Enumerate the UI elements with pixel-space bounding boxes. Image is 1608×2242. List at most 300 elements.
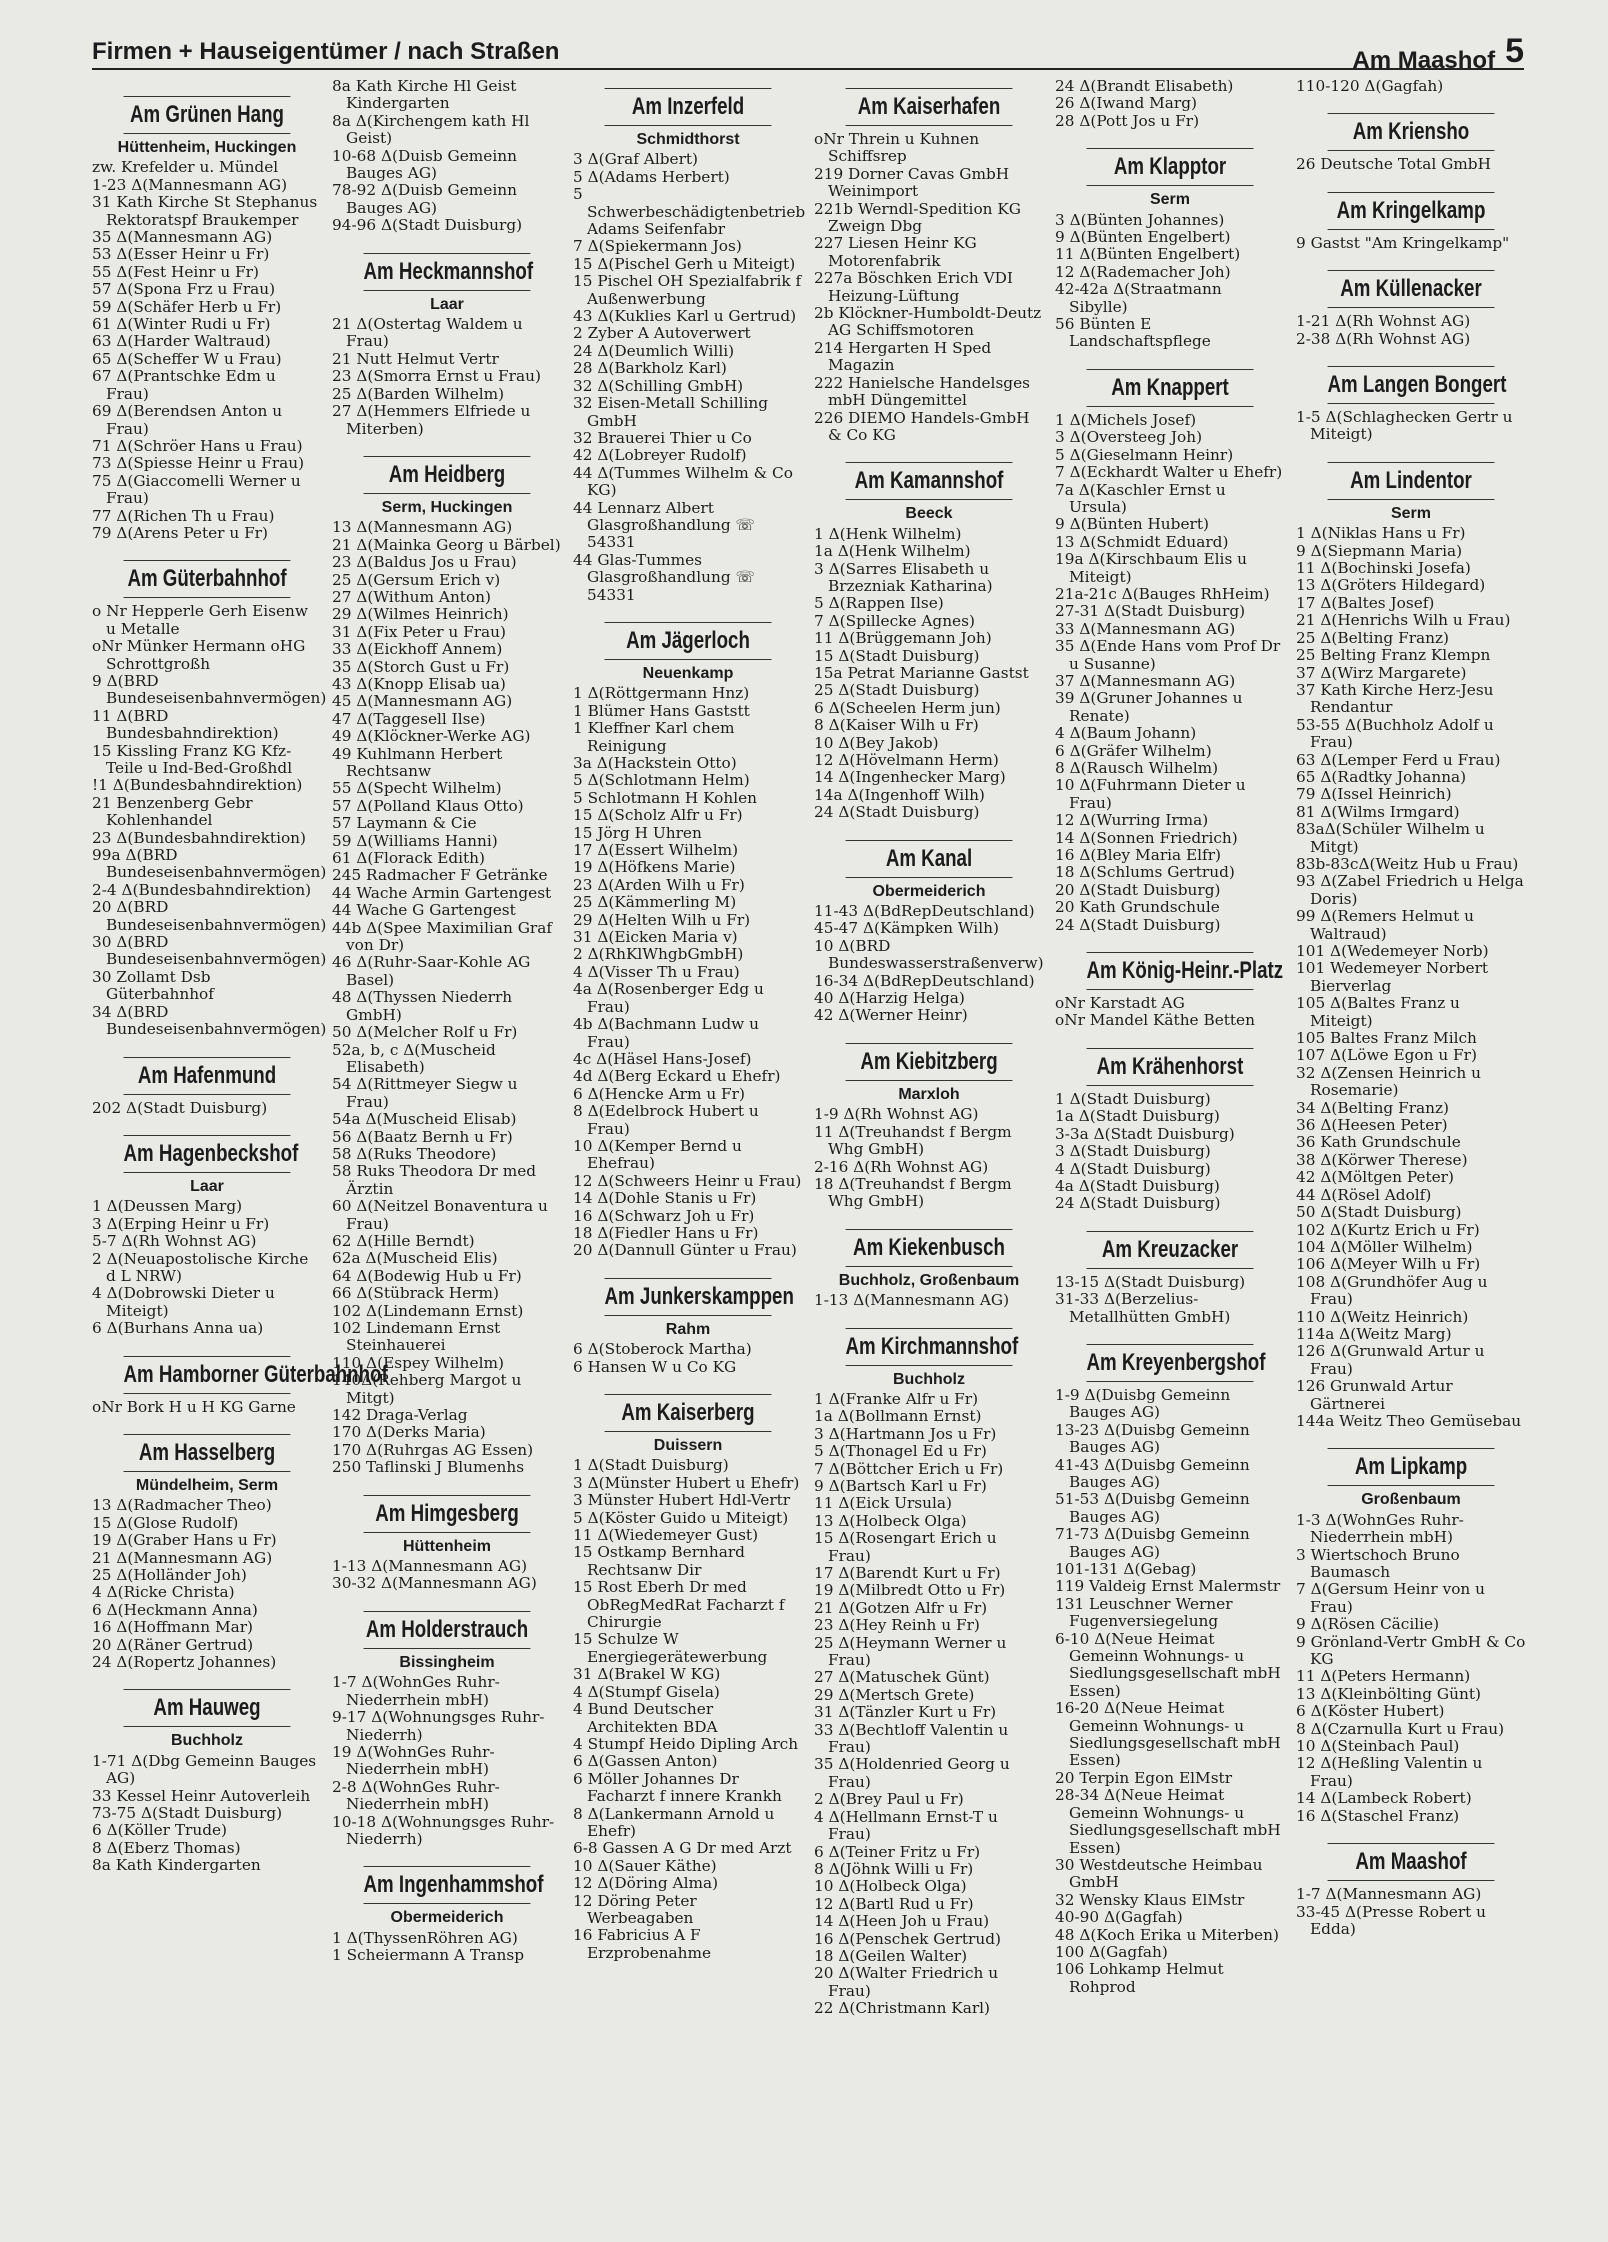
address-entry: 2b Klöckner-Humboldt-Deutz AG Schiffsmotoren xyxy=(814,304,1042,340)
address-entry: 66 Δ(Stübrack Herm) xyxy=(332,1284,499,1303)
district-label: Buchholz, Großenbaum xyxy=(838,1271,1020,1289)
street-section xyxy=(332,78,562,235)
address-entry: 7 Δ(Eckhardt Walter u Ehefr) xyxy=(1055,463,1283,482)
address-entry: 29 Δ(Mertsch Grete) xyxy=(814,1685,975,1704)
address-entry: 221b Werndl-Spedition KG Zweign Dbg xyxy=(814,199,1022,236)
street-heading: Am Ingenhammshof xyxy=(364,1866,531,1904)
address-entry: 110-120 Δ(Gagfah) xyxy=(1296,77,1444,95)
street-heading: Am Himgesberg xyxy=(364,1495,531,1533)
address-entry: 1 Δ(Röttgermann Hnz) xyxy=(573,684,750,703)
street-heading: Am Kriensho xyxy=(1328,113,1495,151)
street-section xyxy=(1296,78,1526,95)
address-entry: 25 Δ(Belting Franz) xyxy=(1296,628,1449,647)
address-entry: 47 Δ(Taggesell Ilse) xyxy=(332,709,486,728)
address-entry: 7 Δ(Böttcher Erich u Fr) xyxy=(814,1459,1004,1478)
column-1 xyxy=(92,78,388,2228)
street-heading: Am Kringelkamp xyxy=(1328,192,1495,230)
street-section xyxy=(814,1229,1044,1310)
address-entry: 1 Δ(Deussen Marg) xyxy=(92,1197,243,1216)
address-entry: 5 Schlotmann H Kohlen xyxy=(573,788,758,807)
address-entry: 15 Δ(Pischel Gerh u Miteigt) xyxy=(573,254,796,273)
street-section xyxy=(1055,952,1285,1030)
address-entry: 5 Δ(Adams Herbert) xyxy=(573,167,730,186)
address-entry: 8 Δ(Rausch Wilhelm) xyxy=(1055,759,1219,777)
address-entry: 83b-83cΔ(Weitz Hub u Frau) xyxy=(1296,854,1519,873)
address-entry: 53-55 Δ(Buchholz Adolf u Frau) xyxy=(1296,715,1494,752)
district-label: Hüttenheim, Huckingen xyxy=(117,139,297,156)
header-title: Firmen + Hauseigentümer / nach Straßen xyxy=(92,38,560,65)
address-entry: 23 Δ(Baldus Jos u Frau) xyxy=(332,553,517,572)
street-heading: Am Kanal xyxy=(846,840,1013,878)
address-entry: 31 Δ(Tänzler Kurt u Fr) xyxy=(814,1703,997,1722)
address-entry: 1-7 Δ(WohnGes Ruhr-Niederrhein mbH) xyxy=(332,1673,500,1709)
address-entry: 11 Δ(BRD Bundesbahndirektion) xyxy=(92,706,279,743)
address-entry: 1 Δ(Franke Alfr u Fr) xyxy=(814,1389,979,1408)
address-entry: 1a Δ(Henk Wilhelm) xyxy=(814,542,971,561)
address-entry: 4 Δ(Stumpf Gisela) xyxy=(573,1682,720,1701)
address-entry: 55 Δ(Fest Heinr u Fr) xyxy=(92,262,259,281)
address-entry: 24 Δ(Stadt Duisburg) xyxy=(814,803,980,822)
district-label: Laar xyxy=(430,295,464,313)
street-heading: Am Kiekenbusch xyxy=(846,1229,1013,1267)
address-entry: 3 Δ(Graf Albert) xyxy=(573,150,698,169)
address-entry: 23 Δ(Smorra Ernst u Frau) xyxy=(332,367,541,386)
address-entry: 15 Kissling Franz KG Kfz-Teile u Ind-Bed-Großhdl xyxy=(92,741,293,777)
district-label: Neuenkamp xyxy=(642,664,734,682)
address-entry: 19 Δ(Höfkens Marie) xyxy=(573,858,736,877)
address-entry: 35 Δ(Holdenried Georg u Frau) xyxy=(814,1755,1010,1791)
address-entry: 44 Wache Armin Gartengest xyxy=(332,883,552,902)
district-label: Marxloh xyxy=(898,1085,960,1103)
address-entry: 56 Δ(Baatz Bernh u Fr) xyxy=(332,1127,513,1146)
address-entry: 19 Δ(Graber Hans u Fr) xyxy=(92,1531,277,1550)
street-heading: Am Hafenmund xyxy=(124,1057,291,1095)
address-entry: 100 Δ(Gagfah) xyxy=(1055,1942,1168,1961)
address-entry: 1 Δ(Henk Wilhelm) xyxy=(814,524,962,543)
district-label: Serm xyxy=(1149,191,1191,209)
address-entry: 12 Δ(Schweers Heinr u Frau) xyxy=(573,1171,802,1190)
district-label: Serm xyxy=(1390,504,1432,522)
address-entry: 53 Δ(Esser Heinr u Fr) xyxy=(92,245,270,264)
address-entry: 2 Δ(Neuapostolische Kirche d L NRW) xyxy=(92,1249,309,1285)
address-entry: 13-15 Δ(Stadt Duisburg) xyxy=(1055,1272,1246,1291)
address-entry: 4 Δ(Ricke Christa) xyxy=(92,1583,235,1602)
address-entry: 227 Liesen Heinr KG Motorenfabrik xyxy=(814,234,977,270)
address-entry: 14 Δ(Lambeck Robert) xyxy=(1296,1789,1472,1808)
address-entry: 10 Δ(Kemper Bernd u Ehefrau) xyxy=(573,1136,742,1173)
address-entry: 26 Δ(Iwand Marg) xyxy=(1055,94,1197,113)
address-entry: 126 Grunwald Artur Gärtnerei xyxy=(1296,1377,1453,1413)
address-entry: 3 Δ(Oversteeg Joh) xyxy=(1055,428,1203,447)
address-entry: 99 Δ(Remers Helmut u Waltraud) xyxy=(1296,907,1474,943)
street-section xyxy=(1296,462,1526,1431)
address-entry: 13 Δ(Holbeck Olga) xyxy=(814,1511,967,1530)
address-entry: 8 Δ(Eberz Thomas) xyxy=(92,1838,241,1857)
address-entry: 48 Δ(Koch Erika u Miterben) xyxy=(1055,1925,1279,1944)
district-label: Buchholz xyxy=(171,1732,243,1750)
address-entry: 5-7 Δ(Rh Wohnst AG) xyxy=(92,1232,257,1251)
street-heading: Am Lipkamp xyxy=(1328,1448,1495,1486)
address-entry: 6-8 Gassen A G Dr med Arzt xyxy=(573,1839,792,1858)
street-section xyxy=(1296,113,1526,173)
address-entry: 17 Δ(Baltes Josef) xyxy=(1296,593,1435,612)
address-entry: 21 Δ(Henrichs Wilh u Frau) xyxy=(1296,611,1511,630)
address-entry: 44 Δ(Rösel Adolf) xyxy=(1296,1185,1432,1204)
address-entry: oNr Mandel Käthe Betten xyxy=(1055,1011,1255,1030)
street-section xyxy=(814,88,1044,444)
address-entry: 24 Δ(Stadt Duisburg) xyxy=(1055,915,1221,934)
address-entry: 21 Δ(Mannesmann AG) xyxy=(92,1548,273,1567)
address-entry: 4 Δ(Stadt Duisburg) xyxy=(1055,1159,1211,1178)
address-entry: 64 Δ(Bodewig Hub u Fr) xyxy=(332,1266,522,1285)
address-entry: 25 Δ(Kämmerling M) xyxy=(573,893,737,912)
street-section xyxy=(573,622,803,1260)
street-heading: Am Hamborner Güterbahnhof xyxy=(124,1356,291,1394)
address-entry: 24 Δ(Deumlich Willi) xyxy=(573,341,735,360)
address-entry: 5 Schwerbeschädigtenbetrieb Adams Seifenfabr xyxy=(573,185,806,239)
address-entry: 12 Δ(Döring Alma) xyxy=(573,1874,719,1893)
address-entry: 11 Δ(Brüggemann Joh) xyxy=(814,629,992,648)
address-entry: 24 Δ(Brandt Elisabeth) xyxy=(1055,77,1234,95)
address-entry: 101 Wedemeyer Norbert Bierverlag xyxy=(1296,959,1489,995)
address-entry: 110 Δ(Espey Wilhelm) xyxy=(332,1353,504,1372)
street-heading: Am Heidberg xyxy=(364,456,531,494)
address-entry: 6 Hansen W u Co KG xyxy=(573,1357,737,1376)
address-entry: 19 Δ(WohnGes Ruhr-Niederrhein mbH) xyxy=(332,1742,495,1779)
street-section xyxy=(92,1057,322,1117)
street-heading: Am Kaiserberg xyxy=(605,1394,772,1432)
address-entry: 8 Δ(Jöhnk Willi u Fr) xyxy=(814,1859,974,1878)
address-entry: 2 Δ(RhKlWhgbGmbH) xyxy=(573,945,744,964)
address-entry: 10 Δ(Bey Jakob) xyxy=(814,733,939,752)
address-entry: 15 Ostkamp Bernhard Rechtsanw Dir xyxy=(573,1543,745,1579)
address-entry: 75 Δ(Giaccomelli Werner u Frau) xyxy=(92,471,301,508)
address-entry: 16-20 Δ(Neue Heimat Gemeinn Wohnungs- u Siedlungsgesellschaft mbH Essen) xyxy=(1055,1699,1281,1770)
street-heading: Am Kaiserhafen xyxy=(846,88,1013,126)
address-entry: 25 Belting Franz Klempn xyxy=(1296,646,1491,665)
address-entry: 5 Δ(Köster Guido u Miteigt) xyxy=(573,1508,789,1527)
address-entry: 1 Δ(Michels Josef) xyxy=(1055,410,1197,429)
street-section xyxy=(1296,192,1526,252)
address-entry: 71 Δ(Schröer Hans u Frau) xyxy=(92,436,303,455)
address-entry: 32 Wensky Klaus ElMstr xyxy=(1055,1890,1245,1909)
address-entry: 56 Bünten E Landschaftspflege xyxy=(1055,315,1211,351)
address-entry: 7 Δ(Spiekermann Jos) xyxy=(573,237,742,256)
address-entry: 57 Laymann & Cie xyxy=(332,814,477,833)
address-entry: 12 Δ(Wurring Irma) xyxy=(1055,811,1209,830)
address-entry: 73-75 Δ(Stadt Duisburg) xyxy=(92,1804,283,1823)
address-entry: 5 Δ(Thonagel Ed u Fr) xyxy=(814,1442,987,1461)
address-entry: 13 Δ(Mannesmann AG) xyxy=(332,518,513,537)
address-entry: 11 Δ(Eick Ursula) xyxy=(814,1494,952,1513)
district-label: Beeck xyxy=(905,505,953,523)
street-section xyxy=(92,1356,388,1416)
address-entry: 13 Δ(Schmidt Eduard) xyxy=(1055,532,1229,551)
address-entry: 79 Δ(Arens Peter u Fr) xyxy=(92,523,268,542)
address-entry: 31 Kath Kirche St Stephanus Rektoratspf Braukemper xyxy=(92,193,318,229)
address-entry: 31 Δ(Eicken Maria v) xyxy=(573,928,738,947)
district-label: Laar xyxy=(190,1177,224,1195)
address-entry: 38 Δ(Körwer Therese) xyxy=(1296,1150,1468,1169)
address-entry: 25 Δ(Holländer Joh) xyxy=(92,1566,247,1584)
address-entry: 12 Δ(Rademacher Joh) xyxy=(1055,262,1231,281)
address-entry: 69 Δ(Berendsen Anton u Frau) xyxy=(92,402,283,438)
address-entry: oNr Threin u Kuhnen Schiffsrep xyxy=(814,130,980,166)
address-entry: 126 Δ(Grunwald Artur u Frau) xyxy=(1296,1342,1485,1378)
street-section xyxy=(92,1135,322,1338)
street-section xyxy=(92,1434,322,1671)
address-entry: 14 Δ(Sonnen Friedrich) xyxy=(1055,828,1238,847)
address-entry: 9 Grönland-Vertr GmbH & Co KG xyxy=(1296,1632,1526,1669)
street-section xyxy=(92,560,327,1039)
address-entry: 21 Δ(Ostertag Waldem u Frau) xyxy=(332,315,523,351)
street-section xyxy=(1055,1048,1285,1213)
address-entry: 12 Döring Peter Werbeagaben xyxy=(573,1891,697,1927)
address-entry: 131 Leuschner Werner Fugenversiegelung xyxy=(1055,1594,1233,1631)
address-entry: 54a Δ(Muscheid Elisab) xyxy=(332,1110,517,1129)
street-section xyxy=(332,1495,562,1593)
address-entry: 23 Δ(Hey Reinh u Fr) xyxy=(814,1616,980,1635)
address-entry: 43 Δ(Knopp Elisab ua) xyxy=(332,674,506,693)
district-label: Schmidthorst xyxy=(636,131,740,148)
address-entry: 8 Δ(Edelbrock Hubert u Frau) xyxy=(573,1102,759,1138)
address-entry: 63 Δ(Harder Waltraud) xyxy=(92,332,271,351)
address-entry: 59 Δ(Williams Hanni) xyxy=(332,831,498,850)
address-entry: 7 Δ(Gersum Heinr von u Frau) xyxy=(1296,1580,1485,1616)
address-entry: 6 Δ(Gassen Anton) xyxy=(573,1752,718,1771)
address-entry: 62 Δ(Hille Berndt) xyxy=(332,1231,475,1250)
street-section xyxy=(1055,1231,1285,1326)
street-heading: Am Hauweg xyxy=(124,1689,291,1727)
address-entry: 245 Radmacher F Getränke xyxy=(332,866,548,885)
address-entry: 40-90 Δ(Gagfah) xyxy=(1055,1908,1183,1927)
address-entry: 2-4 Δ(Bundesbahndirektion) xyxy=(92,880,312,899)
address-entry: 7a Δ(Kaschler Ernst u Ursula) xyxy=(1055,480,1226,516)
address-entry: 39 Δ(Gruner Johannes u Renate) xyxy=(1055,689,1243,725)
address-entry: 6 Δ(Teiner Fritz u Fr) xyxy=(814,1842,981,1861)
address-entry: 1-13 Δ(Mannesmann AG) xyxy=(814,1291,1010,1310)
address-entry: 33 Δ(Bechtloff Valentin u Frau) xyxy=(814,1720,1009,1757)
street-heading: Am Inzerfeld xyxy=(605,88,772,126)
address-entry: 12 Δ(Hövelmann Herm) xyxy=(814,751,999,769)
address-entry: 21 Nutt Helmut Vertr xyxy=(332,349,499,368)
address-entry: 4a Δ(Rosenberger Edg u Frau) xyxy=(573,980,764,1016)
address-entry: 9-17 Δ(Wohnungsges Ruhr-Niederrh) xyxy=(332,1708,545,1744)
address-entry: 58 Δ(Ruks Theodore) xyxy=(332,1144,497,1163)
address-entry: 104 Δ(Möller Wilhelm) xyxy=(1296,1237,1473,1256)
street-heading: Am Klapptor xyxy=(1087,148,1254,186)
address-entry: 49 Kuhlmann Herbert Rechtsanw xyxy=(332,744,503,780)
address-entry: 51-53 Δ(Duisbg Gemeinn Bauges AG) xyxy=(1055,1490,1250,1526)
address-entry: 8a Kath Kirche Hl Geist Kindergarten xyxy=(332,77,517,113)
address-entry: 15a Petrat Marianne Gastst xyxy=(814,663,1029,682)
address-entry: 14 Δ(Ingenhecker Marg) xyxy=(814,768,1006,787)
address-entry: 33-45 Δ(Presse Robert u Edda) xyxy=(1296,1902,1486,1938)
address-entry: 4 Bund Deutscher Architekten BDA xyxy=(573,1700,718,1736)
address-entry: 71-73 Δ(Duisbg Gemeinn Bauges AG) xyxy=(1055,1525,1250,1561)
address-entry: 5 Δ(Schlotmann Helm) xyxy=(573,771,750,790)
address-entry: 32 Δ(Zensen Heinrich u Rosemarie) xyxy=(1296,1063,1481,1100)
address-entry: 13 Δ(Kleinbölting Günt) xyxy=(1296,1684,1481,1703)
street-heading: Am Kiebitzberg xyxy=(846,1043,1013,1081)
address-entry: 18 Δ(Schlums Gertrud) xyxy=(1055,863,1235,882)
street-section xyxy=(573,88,806,604)
address-entry: 23 Δ(Bundesbahndirektion) xyxy=(92,828,306,847)
address-entry: oNr Münker Hermann oHG Schrottgroßh xyxy=(92,637,306,673)
address-entry: 1a Δ(Stadt Duisburg) xyxy=(1055,1107,1220,1126)
address-entry: 45 Δ(Mannesmann AG) xyxy=(332,692,513,711)
address-entry: 4 Δ(Hellmann Ernst-T u Frau) xyxy=(814,1807,998,1844)
address-entry: 65 Δ(Radtky Johanna) xyxy=(1296,767,1467,786)
address-entry: 1-13 Δ(Mannesmann AG) xyxy=(332,1557,528,1576)
street-section xyxy=(814,462,1044,821)
district-label: Großenbaum xyxy=(1361,1491,1461,1509)
address-entry: 21 Δ(Gotzen Alfr u Fr) xyxy=(814,1598,988,1617)
street-heading: Am Jägerloch xyxy=(605,622,772,660)
street-section xyxy=(1055,369,1285,934)
address-entry: 17 Δ(Barendt Kurt u Fr) xyxy=(814,1564,1001,1582)
address-entry: 105 Δ(Baltes Franz u Miteigt) xyxy=(1296,994,1460,1030)
street-section xyxy=(332,456,562,1477)
street-section xyxy=(814,1328,1044,2018)
address-entry: 1-21 Δ(Rh Wohnst AG) xyxy=(1296,312,1471,331)
street-heading: Am Heckmannshof xyxy=(364,253,531,291)
address-entry: 3 Δ(Sarres Elisabeth u Brzezniak Katharina) xyxy=(814,559,993,595)
address-entry: 32 Brauerei Thier u Co xyxy=(573,428,752,447)
address-entry: 214 Hergarten H Sped Magazin xyxy=(814,338,992,375)
address-entry: 110 Δ(Weitz Heinrich) xyxy=(1296,1307,1469,1326)
column-3 xyxy=(573,78,806,2228)
address-entry: 77 Δ(Richen Th u Frau) xyxy=(92,506,275,525)
address-entry: 8 Δ(Czarnulla Kurt u Frau) xyxy=(1296,1719,1505,1738)
address-entry: 102 Δ(Lindemann Ernst) xyxy=(332,1301,524,1320)
address-entry: 1a Δ(Bollmann Ernst) xyxy=(814,1407,982,1426)
street-heading: Am Hasselberg xyxy=(124,1434,291,1472)
address-entry: o Nr Hepperle Gerh Eisenw u Metalle xyxy=(92,602,308,638)
street-heading: Am Holderstrauch xyxy=(364,1611,531,1649)
address-entry: 222 Hanielsche Handelsges mbH Düngemittel xyxy=(814,373,1030,410)
address-entry: 15 Jörg H Uhren xyxy=(573,823,702,842)
column-2 xyxy=(332,78,562,2228)
address-entry: 25 Δ(Stadt Duisburg) xyxy=(814,681,980,700)
address-entry: 34 Δ(BRD Bundeseisenbahnvermögen) xyxy=(92,1002,327,1039)
address-entry: 1-23 Δ(Mannesmann AG) xyxy=(92,175,288,194)
address-entry: 1 Δ(ThyssenRöhren AG) xyxy=(332,1928,518,1947)
address-entry: 9 Δ(Bünten Engelbert) xyxy=(1055,228,1231,247)
address-entry: 30 Δ(BRD Bundeseisenbahnvermögen) xyxy=(92,933,327,969)
address-entry: 34 Δ(Belting Franz) xyxy=(1296,1098,1449,1117)
address-entry: 42 Δ(Lobreyer Rudolf) xyxy=(573,446,747,465)
address-entry: 6 Δ(Gräfer Wilhelm) xyxy=(1055,741,1212,760)
address-entry: 46 Δ(Ruhr-Saar-Kohle AG Basel) xyxy=(332,953,531,989)
address-entry: 16 Δ(Schwarz Joh u Fr) xyxy=(573,1206,755,1225)
address-entry: 250 Taflinski J Blumenhs xyxy=(332,1458,525,1477)
address-entry: 6 Möller Johannes Dr Facharzt f innere Krankh xyxy=(573,1769,782,1806)
address-entry: 6 Δ(Stoberock Martha) xyxy=(573,1340,752,1359)
address-entry: 36 Δ(Heesen Peter) xyxy=(1296,1116,1448,1135)
address-entry: 11 Δ(Bünten Engelbert) xyxy=(1055,245,1241,264)
address-entry: 36 Kath Grundschule xyxy=(1296,1133,1461,1152)
address-entry: 55 Δ(Specht Wilhelm) xyxy=(332,779,502,798)
address-entry: 73 Δ(Spiesse Heinr u Frau) xyxy=(92,454,305,473)
address-entry: 9 Gastst "Am Kringelkamp" xyxy=(1296,233,1510,252)
address-entry: 79 Δ(Issel Heinrich) xyxy=(1296,785,1452,804)
address-entry: 1-9 Δ(Rh Wohnst AG) xyxy=(814,1105,979,1124)
address-entry: 30-32 Δ(Mannesmann AG) xyxy=(332,1574,537,1593)
street-heading: Am Küllenacker xyxy=(1328,270,1495,308)
address-entry: 2 Zyber A Autoverwert xyxy=(573,324,751,343)
street-section xyxy=(1296,270,1526,348)
address-entry: 102 Δ(Kurtz Erich u Fr) xyxy=(1296,1220,1480,1239)
address-entry: 25 Δ(Gersum Erich v) xyxy=(332,570,501,589)
address-entry: 1 Δ(Stadt Duisburg) xyxy=(1055,1089,1211,1108)
address-entry: 18 Δ(Geilen Walter) xyxy=(814,1946,968,1965)
address-entry: 3 Münster Hubert Hdl-Vertr xyxy=(573,1491,791,1510)
address-entry: 8a Kath Kindergarten xyxy=(92,1856,261,1875)
street-section xyxy=(573,1394,803,1962)
address-entry: 9 Δ(Rösen Cäcilie) xyxy=(1296,1615,1440,1634)
address-entry: 119 Valdeig Ernst Malermstr xyxy=(1055,1577,1281,1596)
address-entry: 5 Δ(Rappen Ilse) xyxy=(814,594,944,613)
address-entry: 16 Δ(Staschel Franz) xyxy=(1296,1806,1460,1825)
address-entry: oNr Bork H u H KG Garne xyxy=(92,1397,296,1416)
address-entry: 219 Dorner Cavas GmbH Weinimport xyxy=(814,164,1010,201)
district-label: Buchholz xyxy=(893,1370,965,1388)
address-entry: 16-34 Δ(BdRepDeutschland) xyxy=(814,971,1035,990)
address-entry: 106 Δ(Meyer Wilh u Fr) xyxy=(1296,1255,1481,1274)
address-entry: 202 Δ(Stadt Duisburg) xyxy=(92,1098,268,1117)
address-entry: zw. Krefelder u. Mündel xyxy=(92,158,279,177)
address-entry: 37 Kath Kirche Herz-Jesu Rendantur xyxy=(1296,680,1494,717)
district-label: Hüttenheim xyxy=(403,1537,491,1555)
address-entry: 19 Δ(Milbredt Otto u Fr) xyxy=(814,1581,1006,1600)
address-entry: 2-38 Δ(Rh Wohnst AG) xyxy=(1296,329,1471,348)
address-entry: 4c Δ(Häsel Hans-Josef) xyxy=(573,1049,752,1068)
address-entry: 62a Δ(Muscheid Elis) xyxy=(332,1249,498,1268)
columns xyxy=(92,78,1524,2228)
header-street-range: Am Maashof xyxy=(1352,47,1496,74)
column-4 xyxy=(814,78,1044,2228)
address-entry: 13 Δ(Radmacher Theo) xyxy=(92,1496,272,1515)
address-entry: 6 Δ(Burhans Anna ua) xyxy=(92,1319,264,1338)
address-entry: 58 Ruks Theodora Dr med Ärztin xyxy=(332,1162,537,1198)
address-entry: 33 Δ(Eickhoff Annem) xyxy=(332,640,503,659)
address-entry: 29 Δ(Helten Wilh u Fr) xyxy=(573,910,751,929)
address-entry: 28 Δ(Barkholz Karl) xyxy=(573,359,727,378)
address-entry: 14 Δ(Dohle Stanis u Fr) xyxy=(573,1189,757,1208)
address-entry: 93 Δ(Zabel Friedrich u Helga Doris) xyxy=(1296,872,1524,908)
address-entry: 60 Δ(Neitzel Bonaventura u Frau) xyxy=(332,1197,548,1233)
address-entry: 14a Δ(Ingenhoff Wilh) xyxy=(814,785,985,804)
district-label: Serm, Huckingen xyxy=(381,498,513,516)
address-entry: 44b Δ(Spee Maximilian Graf von Dr) xyxy=(332,918,553,955)
address-entry: 2 Δ(Brey Paul u Fr) xyxy=(814,1790,964,1809)
address-entry: 32 Eisen-Metall Schilling GmbH xyxy=(573,394,769,430)
address-entry: 1 Blümer Hans Gaststt xyxy=(573,701,750,720)
street-heading: Am Hagenbeckshof xyxy=(124,1135,291,1173)
street-heading: Am Krähenhorst xyxy=(1087,1048,1254,1086)
street-heading: Am Langen Bongert xyxy=(1328,366,1495,404)
address-entry: 13 Δ(Gröters Hildegard) xyxy=(1296,576,1486,595)
address-entry: 45-47 Δ(Kämpken Wilh) xyxy=(814,919,999,938)
address-entry: 44 Glas-Tummes Glasgroßhandlung ☏ 54331 xyxy=(573,550,755,604)
address-entry: 35 Δ(Ende Hans vom Prof Dr u Susanne) xyxy=(1055,637,1281,673)
address-entry: 101-131 Δ(Gebag) xyxy=(1055,1560,1197,1578)
address-entry: 57 Δ(Polland Klaus Otto) xyxy=(332,796,524,815)
address-entry: 41-43 Δ(Duisbg Gemeinn Bauges AG) xyxy=(1055,1455,1250,1491)
address-entry: 15 Δ(Glose Rudolf) xyxy=(92,1513,239,1532)
address-entry: 15 Δ(Rosengart Erich u Frau) xyxy=(814,1529,997,1565)
